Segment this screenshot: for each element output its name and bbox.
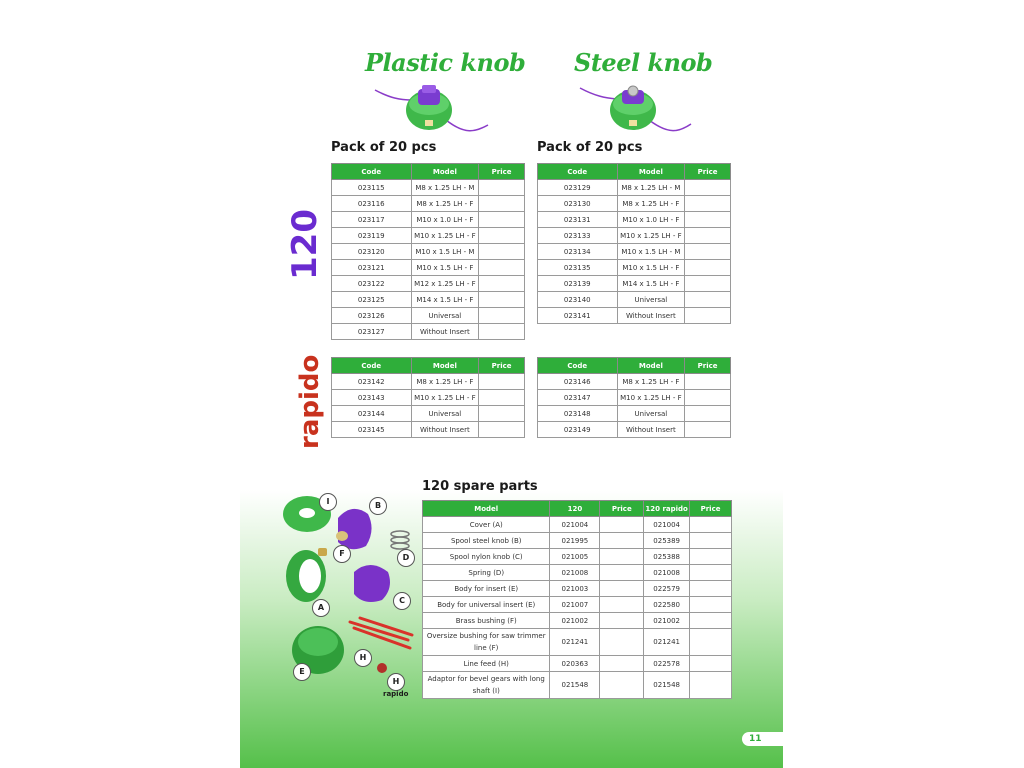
table-row: [332, 324, 525, 340]
cell-rapido-code: 021241: [644, 629, 690, 656]
callout-i: I: [319, 493, 337, 511]
table-row: [538, 180, 731, 196]
callout-d: D: [397, 549, 415, 567]
cell-price: [479, 308, 525, 324]
table-row: [423, 549, 732, 565]
cell-rapido-code: 021008: [644, 565, 690, 581]
cell-model: M14 x 1.5 LH - F: [411, 292, 479, 308]
cell-code: 023122: [332, 276, 412, 292]
header-120: 120: [550, 501, 600, 517]
cell-price: [685, 212, 731, 228]
cell-120-code: 021995: [550, 533, 600, 549]
cell-price: [600, 549, 644, 565]
steel-knob-title: Steel knob: [574, 48, 713, 77]
table-row: [538, 292, 731, 308]
cell-120-code: 021008: [550, 565, 600, 581]
cell-code: 023146: [538, 374, 618, 390]
cell-model: Adaptor for bevel gears with long shaft (I): [423, 672, 550, 699]
cell-price: [479, 228, 525, 244]
header-price: Price: [685, 358, 731, 374]
cell-model: Oversize bushing for saw trimmer line (F): [423, 629, 550, 656]
cell-price: [690, 629, 732, 656]
cell-price: [690, 672, 732, 699]
table-row: [423, 629, 732, 656]
cell-model: Spool steel knob (B): [423, 533, 550, 549]
cell-model: Cover (A): [423, 517, 550, 533]
cell-model: Universal: [617, 292, 685, 308]
cell-rapido-code: 021002: [644, 613, 690, 629]
cell-price: [685, 260, 731, 276]
cell-model: M10 x 1.0 LH - F: [411, 212, 479, 228]
cell-model: M10 x 1.25 LH - F: [411, 228, 479, 244]
cell-code: 023148: [538, 406, 618, 422]
cell-code: 023135: [538, 260, 618, 276]
table-row: [423, 672, 732, 699]
cell-model: M10 x 1.25 LH - F: [411, 390, 479, 406]
table-row: [332, 422, 525, 438]
cell-price: [690, 597, 732, 613]
cell-rapido-code: 022579: [644, 581, 690, 597]
cell-model: Spring (D): [423, 565, 550, 581]
cell-model: M10 x 1.5 LH - M: [411, 244, 479, 260]
table-row: [423, 613, 732, 629]
header-model: Model: [411, 164, 479, 180]
cell-code: 023130: [538, 196, 618, 212]
cell-rapido-code: 025389: [644, 533, 690, 549]
cell-price: [479, 406, 525, 422]
cell-price: [479, 422, 525, 438]
plastic-knob-image: [370, 80, 495, 138]
cell-model: M8 x 1.25 LH - F: [411, 196, 479, 212]
cell-price: [685, 374, 731, 390]
cell-code: 023133: [538, 228, 618, 244]
cell-model: Spool nylon knob (C): [423, 549, 550, 565]
cell-price: [479, 276, 525, 292]
spare-parts-title: 120 spare parts: [422, 479, 538, 494]
cell-code: 023119: [332, 228, 412, 244]
cell-price: [685, 390, 731, 406]
cell-price: [479, 244, 525, 260]
table-rapido-plastic: [331, 357, 525, 438]
table-row: [423, 656, 732, 672]
cell-code: 023142: [332, 374, 412, 390]
cell-code: 023129: [538, 180, 618, 196]
cell-code: 023131: [538, 212, 618, 228]
pack-left-title: Pack of 20 pcs: [331, 140, 437, 155]
cell-model: Without Insert: [411, 422, 479, 438]
cell-price: [600, 672, 644, 699]
steel-knob-image: [577, 80, 697, 138]
cell-price: [479, 390, 525, 406]
cell-price: [600, 565, 644, 581]
table-rapido-steel: [537, 357, 731, 438]
header-code: Code: [332, 164, 412, 180]
cell-model: Universal: [411, 406, 479, 422]
cell-model: M8 x 1.25 LH - M: [617, 180, 685, 196]
cell-price: [685, 276, 731, 292]
header-model: Model: [617, 164, 685, 180]
header-model: Model: [617, 358, 685, 374]
cell-model: M8 x 1.25 LH - F: [617, 196, 685, 212]
cell-price: [690, 549, 732, 565]
cell-rapido-code: 021004: [644, 517, 690, 533]
cell-price: [600, 581, 644, 597]
table-row: [423, 565, 732, 581]
cell-price: [685, 196, 731, 212]
cell-model: Line feed (H): [423, 656, 550, 672]
cell-rapido-code: 021548: [644, 672, 690, 699]
cell-code: 023121: [332, 260, 412, 276]
page-number: 11: [742, 732, 783, 746]
callout-f: F: [333, 545, 351, 563]
cell-price: [690, 613, 732, 629]
cell-model: M10 x 1.5 LH - M: [617, 244, 685, 260]
cell-model: Body for insert (E): [423, 581, 550, 597]
header-price: Price: [600, 501, 644, 517]
cell-price: [685, 422, 731, 438]
cell-model: M10 x 1.0 LH - F: [617, 212, 685, 228]
cell-price: [479, 374, 525, 390]
table-120-plastic: [331, 163, 525, 340]
cell-code: 023125: [332, 292, 412, 308]
callout-h-rapido: H: [387, 673, 405, 691]
cell-model: M10 x 1.25 LH - F: [617, 228, 685, 244]
cell-rapido-code: 022580: [644, 597, 690, 613]
cell-120-code: 020363: [550, 656, 600, 672]
table-row: [332, 180, 525, 196]
table-row: [332, 260, 525, 276]
side-label-rapido: rapido: [295, 354, 325, 449]
cell-price: [685, 406, 731, 422]
cell-price: [690, 565, 732, 581]
table-row: [538, 390, 731, 406]
cell-price: [685, 180, 731, 196]
table-row: [332, 374, 525, 390]
table-row: [332, 308, 525, 324]
cell-price: [600, 517, 644, 533]
cell-model: M10 x 1.5 LH - F: [411, 260, 479, 276]
cell-model: M10 x 1.5 LH - F: [617, 260, 685, 276]
table-120-steel: [537, 163, 731, 324]
cell-model: M8 x 1.25 LH - F: [617, 374, 685, 390]
cell-120-code: 021005: [550, 549, 600, 565]
cell-price: [690, 517, 732, 533]
cell-code: 023145: [332, 422, 412, 438]
table-row: [538, 244, 731, 260]
table-row: [538, 260, 731, 276]
cell-code: 023120: [332, 244, 412, 260]
cell-rapido-code: 025388: [644, 549, 690, 565]
cell-price: [690, 581, 732, 597]
cell-model: M8 x 1.25 LH - M: [411, 180, 479, 196]
header-code: Code: [538, 164, 618, 180]
callout-c: C: [393, 592, 411, 610]
cell-price: [600, 597, 644, 613]
cell-120-code: 021241: [550, 629, 600, 656]
cell-price: [479, 180, 525, 196]
table-spare-parts: [422, 500, 732, 699]
cell-code: 023126: [332, 308, 412, 324]
cell-code: 023127: [332, 324, 412, 340]
callout-e: E: [293, 663, 311, 681]
header-model: Model: [423, 501, 550, 517]
cell-price: [479, 212, 525, 228]
table-row: [538, 422, 731, 438]
callout-h: H: [354, 649, 372, 667]
plastic-knob-title: Plastic knob: [365, 48, 526, 77]
rapido-caption: rapido: [383, 690, 409, 698]
cell-model: M12 x 1.25 LH - F: [411, 276, 479, 292]
table-row: [538, 228, 731, 244]
table-row: [538, 212, 731, 228]
cell-code: 023139: [538, 276, 618, 292]
cell-price: [685, 228, 731, 244]
table-row: [332, 276, 525, 292]
table-row: [423, 533, 732, 549]
cell-price: [690, 533, 732, 549]
cell-code: 023134: [538, 244, 618, 260]
cell-price: [685, 244, 731, 260]
cell-model: M10 x 1.25 LH - F: [617, 390, 685, 406]
header-code: Code: [332, 358, 412, 374]
cell-model: Brass bushing (F): [423, 613, 550, 629]
cell-price: [600, 613, 644, 629]
cell-code: 023117: [332, 212, 412, 228]
cell-price: [685, 308, 731, 324]
table-row: [423, 581, 732, 597]
table-row: [332, 196, 525, 212]
cell-120-code: 021002: [550, 613, 600, 629]
cell-code: 023143: [332, 390, 412, 406]
cell-model: M14 x 1.5 LH - F: [617, 276, 685, 292]
table-row: [423, 517, 732, 533]
cell-price: [479, 324, 525, 340]
cell-code: 023115: [332, 180, 412, 196]
table-row: [538, 374, 731, 390]
cell-price: [600, 629, 644, 656]
pack-right-title: Pack of 20 pcs: [537, 140, 643, 155]
cell-price: [600, 533, 644, 549]
table-row: [332, 228, 525, 244]
cell-price: [600, 656, 644, 672]
cell-model: Body for universal insert (E): [423, 597, 550, 613]
cell-model: Universal: [411, 308, 479, 324]
callout-a: A: [312, 599, 330, 617]
cell-code: 023141: [538, 308, 618, 324]
table-row: [538, 406, 731, 422]
header-price: Price: [479, 164, 525, 180]
table-row: [538, 308, 731, 324]
table-row: [423, 597, 732, 613]
table-row: [332, 292, 525, 308]
cell-price: [479, 196, 525, 212]
cell-model: Without Insert: [411, 324, 479, 340]
cell-model: Universal: [617, 406, 685, 422]
cell-price: [479, 292, 525, 308]
header-price: Price: [479, 358, 525, 374]
cell-model: M8 x 1.25 LH - F: [411, 374, 479, 390]
header-price: Price: [690, 501, 732, 517]
callout-b: B: [369, 497, 387, 515]
cell-model: Without Insert: [617, 308, 685, 324]
header-code: Code: [538, 358, 618, 374]
header-model: Model: [411, 358, 479, 374]
cell-120-code: 021004: [550, 517, 600, 533]
cell-price: [479, 260, 525, 276]
cell-120-code: 021003: [550, 581, 600, 597]
cell-rapido-code: 022578: [644, 656, 690, 672]
cell-code: 023116: [332, 196, 412, 212]
cell-code: 023144: [332, 406, 412, 422]
table-row: [538, 196, 731, 212]
table-row: [332, 406, 525, 422]
cell-code: 023140: [538, 292, 618, 308]
table-row: [538, 276, 731, 292]
cell-120-code: 021007: [550, 597, 600, 613]
cell-price: [685, 292, 731, 308]
table-row: [332, 212, 525, 228]
cell-120-code: 021548: [550, 672, 600, 699]
cell-model: Without Insert: [617, 422, 685, 438]
table-row: [332, 244, 525, 260]
cell-price: [690, 656, 732, 672]
header-120-rapido: 120 rapido: [644, 501, 690, 517]
cell-code: 023147: [538, 390, 618, 406]
cell-code: 023149: [538, 422, 618, 438]
header-price: Price: [685, 164, 731, 180]
table-row: [332, 390, 525, 406]
side-label-120: 120: [285, 209, 325, 280]
